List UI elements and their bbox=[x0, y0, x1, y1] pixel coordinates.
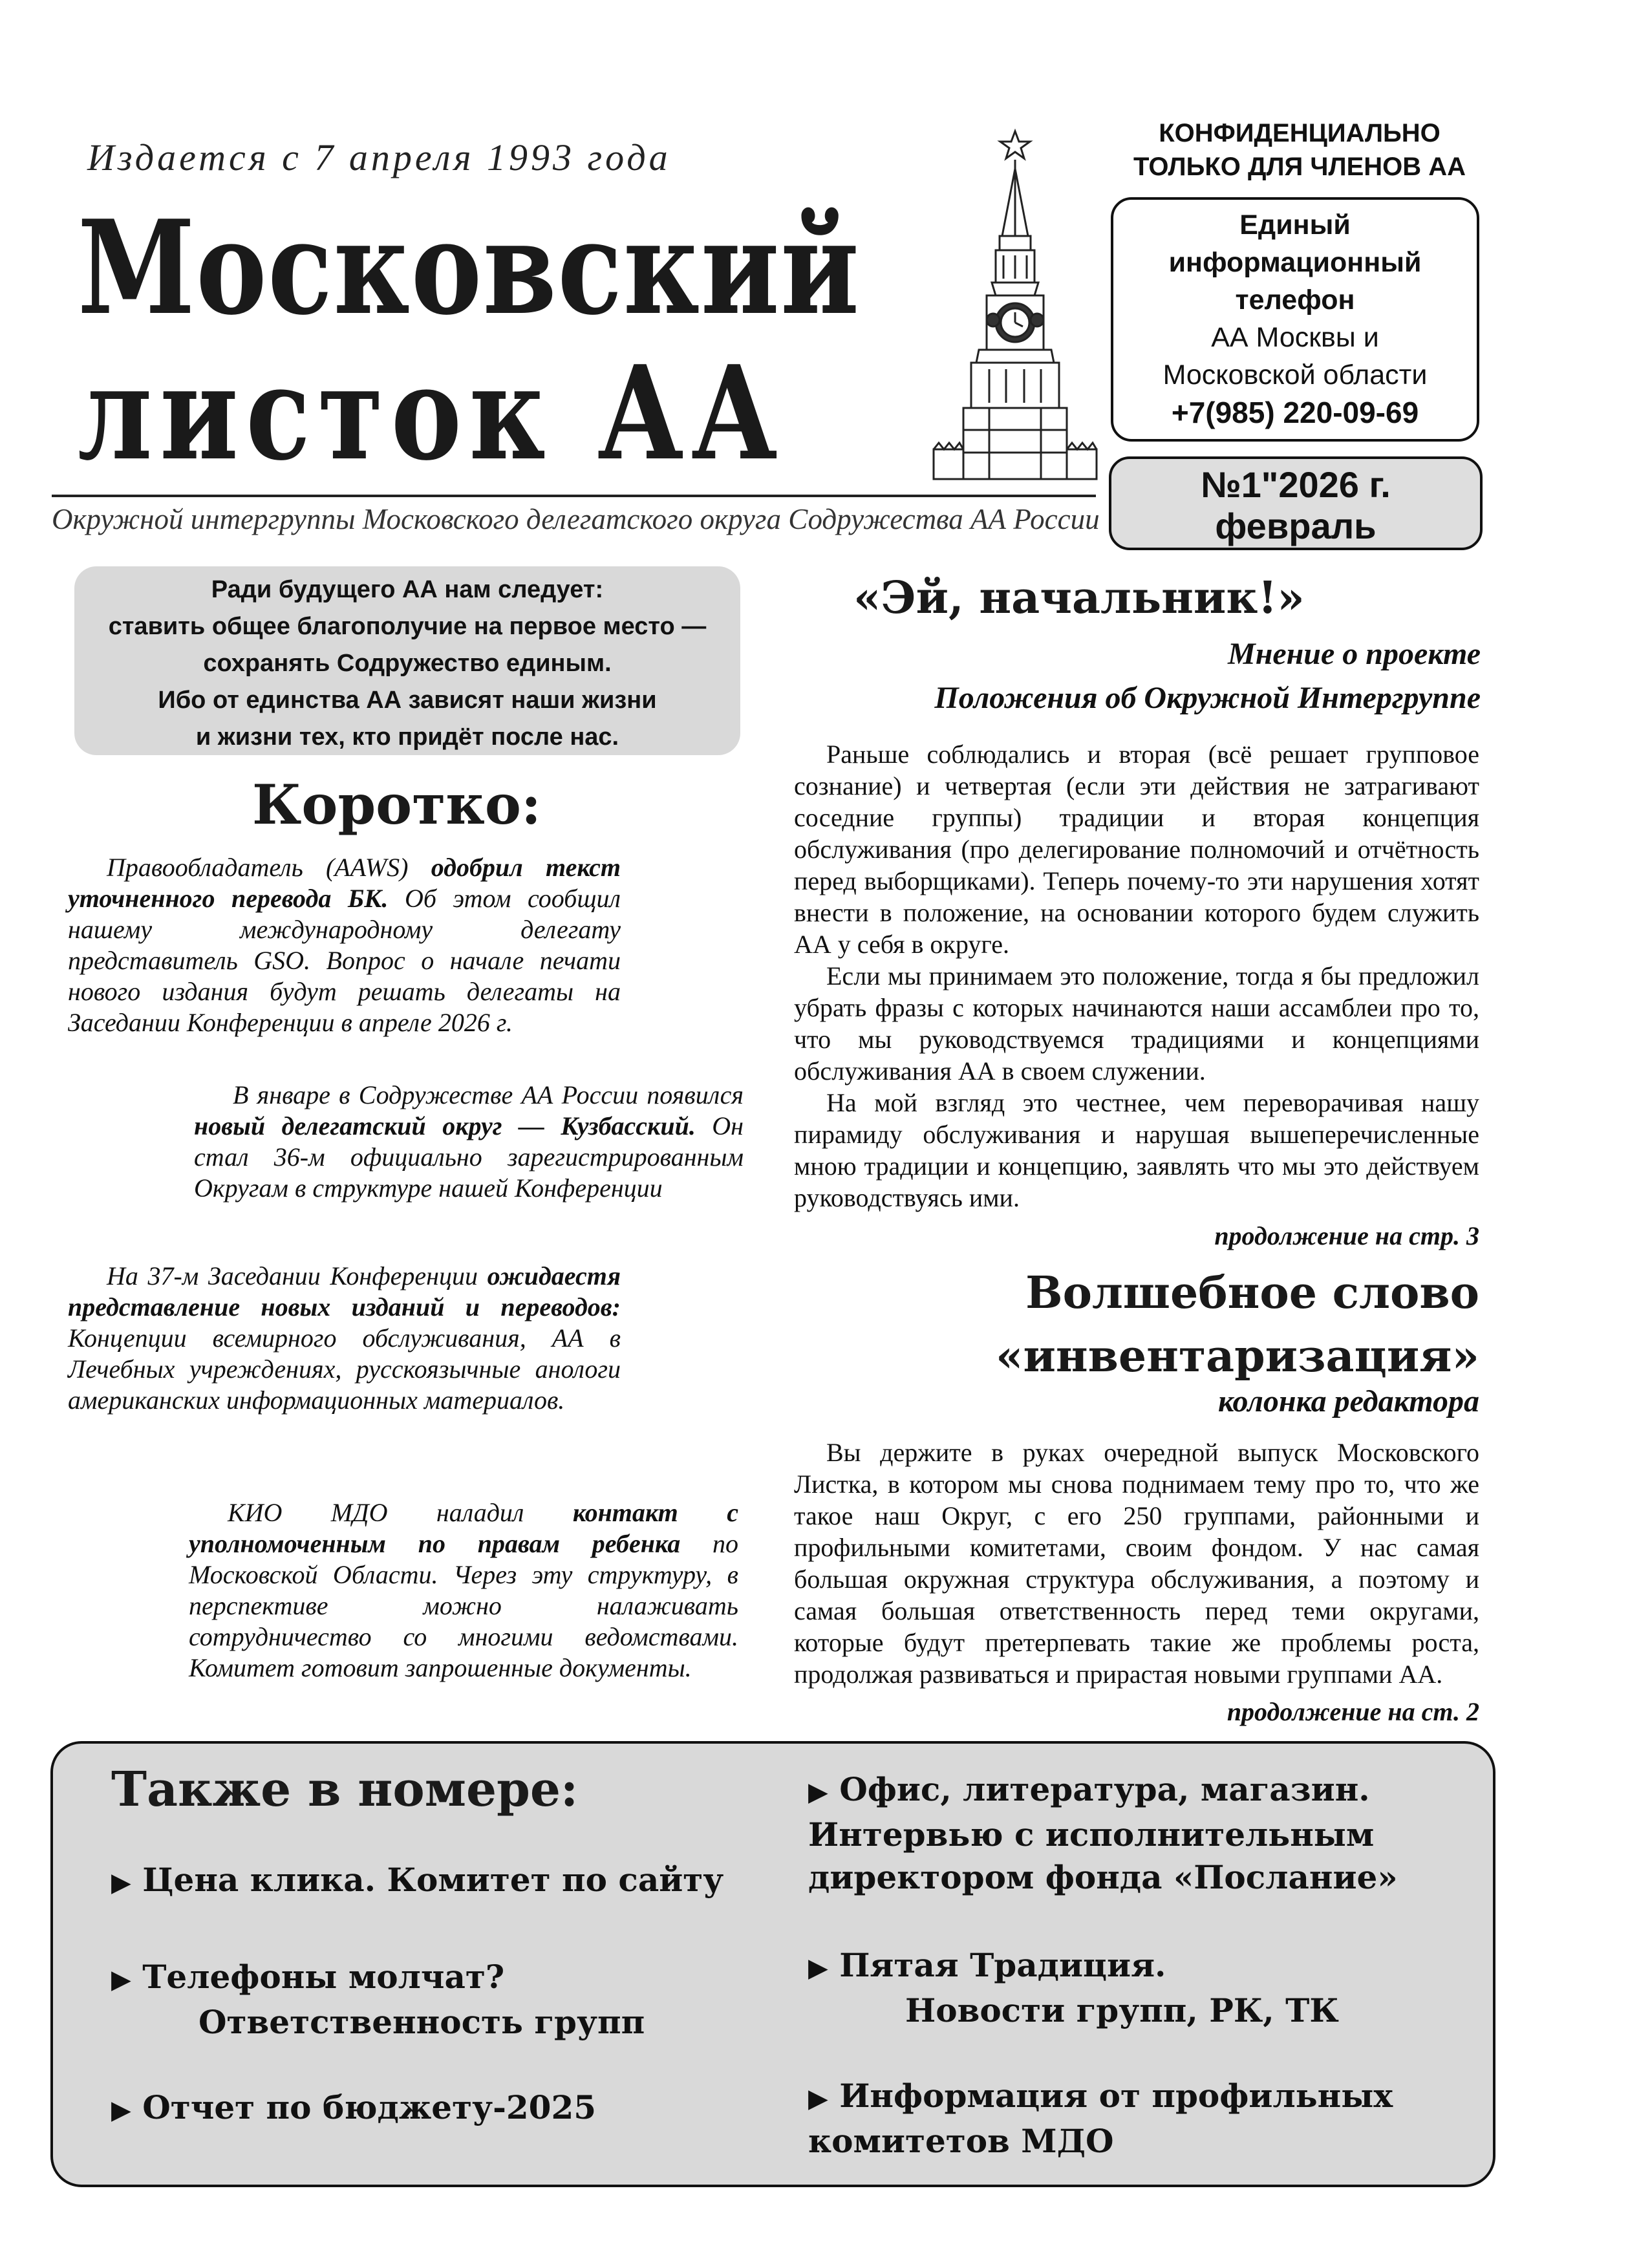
confidential-line1: КОНФИДЕНЦИАЛЬНО bbox=[1159, 119, 1441, 147]
also-item-right-2-text: Пятая Традиция. bbox=[839, 1946, 1166, 1984]
article1-continued: продолжение на стр. 3 bbox=[1214, 1221, 1479, 1250]
motto-line5: и жизни тех, кто придёт после нас. bbox=[195, 723, 619, 751]
also-item-right-1-text-line2: Интервью с исполнительным bbox=[808, 1815, 1375, 1854]
article1-paragraph-2: Если мы принимаем это положение, тогда я бы предложил убрать фразы с которых начинаются наши ассамблеи про то, что мы руководствуемся традициями и концепциями обслуживания АА в своем служении. bbox=[794, 961, 1479, 1086]
also-item-right-3 bbox=[808, 2075, 1393, 2163]
briefly-item-3-rest: Концепции всемирного обслуживания, АА в Лечебных учреждениях, русскоязычные анологи американских информационных материалов. bbox=[68, 1323, 621, 1415]
phone-box-line3: телефон bbox=[1235, 284, 1355, 316]
phone-box-line1: Единый bbox=[1239, 209, 1351, 241]
article2-continued: продолжение на ст. 2 bbox=[1227, 1697, 1479, 1726]
motto-line2: ставить общее благополучие на первое место — bbox=[108, 613, 707, 640]
issue-number: №1"2026 г. bbox=[1201, 464, 1391, 505]
triangle-right-icon: ▶ bbox=[111, 1868, 131, 1898]
also-item-left-2 bbox=[111, 1956, 645, 2044]
confidential-notice bbox=[1099, 116, 1500, 184]
briefly-item-3-text: На 37-м Заседании Конференции bbox=[107, 1261, 488, 1290]
briefly-item-2-highlight: новый делегатский округ — Кузбасский. bbox=[194, 1111, 696, 1140]
briefly-item-4-highlight: контакт с уполномоченным по правам ребенка bbox=[189, 1498, 738, 1558]
briefly-item-4-text: КИО МДО наладил bbox=[228, 1498, 573, 1527]
also-item-right-1-text-line3: директором фонда «Послание» bbox=[808, 1858, 1398, 1896]
briefly-item-2 bbox=[194, 1080, 744, 1204]
article1-subtitle1: Мнение о проекте bbox=[1228, 637, 1481, 671]
also-item-left-1 bbox=[111, 1859, 723, 1904]
phone-box-line2: информационный bbox=[1168, 247, 1422, 278]
article2-title-line2: «инвентаризация» bbox=[995, 1331, 1479, 1382]
briefly-item-4 bbox=[189, 1497, 738, 1684]
also-item-right-1 bbox=[808, 1768, 1398, 1899]
article2-subtitle: колонка редактора bbox=[1217, 1384, 1479, 1418]
motto-line1: Ради будущего АА нам следует: bbox=[211, 576, 604, 603]
also-item-left-3-text: Отчет по бюджету-2025 bbox=[142, 2088, 597, 2126]
article1-title: «Эй, начальник!» bbox=[853, 572, 1305, 624]
article2-paragraph-1: Вы держите в руках очередной выпуск Московского Листка, в котором мы снова поднимаем тему про то, что же такое наш Округ, с его 250 группами, районными и профильными комитетами, своим фондом. У нас самая большая окружная структура обслуживания, а поэтому и самая большая ответственность перед теми округами, которые будут претерпевать такие же проблемы роста, продолжая развиваться и прирастая новыми группами АА. bbox=[794, 1438, 1479, 1689]
also-in-issue-heading: Также в номере: bbox=[111, 1762, 579, 1817]
motto-line4: Ибо от единства АА зависят наши жизни bbox=[158, 687, 657, 714]
triangle-right-icon: ▶ bbox=[808, 1953, 828, 1983]
masthead-subtitle: Окружной интергруппы Московского делегатского округа Содружества АА России bbox=[52, 495, 1096, 536]
issue-box bbox=[1109, 456, 1483, 550]
triangle-right-icon: ▶ bbox=[111, 2095, 131, 2125]
briefly-heading: Коротко: bbox=[252, 773, 541, 837]
article2-body bbox=[794, 1437, 1479, 1690]
briefly-item-4-rest: по Московской Области. Через эту структуру, в перспективе можно налаживать сотрудничество со многими ведомствами. Комитет готовит запрошенные документы. bbox=[189, 1529, 738, 1682]
article2-title-line1: Волшебное слово bbox=[1025, 1267, 1479, 1319]
tagline: Издается с 7 апреля 1993 года bbox=[87, 136, 671, 178]
confidential-line2: ТОЛЬКО ДЛЯ ЧЛЕНОВ АА bbox=[1133, 153, 1466, 181]
also-item-left-2-text: Телефоны молчат? bbox=[142, 1958, 505, 1996]
briefly-item-2-rest: Он стал 36-м официально зарегистрированным Округам в структуре нашей Конференции bbox=[194, 1111, 744, 1203]
briefly-item-1-highlight: одобрил текст уточненного перевода БК. bbox=[68, 853, 621, 913]
also-item-right-3-text-line2: комитетов МДО bbox=[808, 2122, 1114, 2160]
phone-number: +7(985) 220-09-69 bbox=[1171, 396, 1419, 429]
motto-box bbox=[74, 566, 740, 755]
briefly-item-1 bbox=[68, 852, 621, 1038]
motto-line3: сохранять Содружество единым. bbox=[203, 650, 612, 677]
also-item-right-1-text: Офис, литература, магазин. bbox=[839, 1770, 1370, 1808]
also-item-right-2-text-line2: Новости групп, РК, ТК bbox=[905, 1991, 1339, 2029]
issue-month: февраль bbox=[1215, 506, 1377, 546]
triangle-right-icon: ▶ bbox=[808, 1777, 828, 1807]
briefly-item-2-text: В январе в Содружестве АА России появился bbox=[233, 1080, 744, 1109]
also-item-right-3-text: Информация от профильных bbox=[839, 2077, 1393, 2115]
article1-subtitle2: Положения об Окружной Интергруппе bbox=[934, 681, 1481, 715]
briefly-item-1-text: Правообладатель (AAWS) bbox=[107, 853, 431, 882]
phone-box-line4: АА Москвы и bbox=[1211, 322, 1379, 353]
briefly-item-3-highlight: ожидаестя представление новых изданий и переводов: bbox=[68, 1261, 621, 1321]
triangle-right-icon: ▶ bbox=[808, 2084, 828, 2113]
phone-box-line5: Московской области bbox=[1162, 359, 1428, 390]
kremlin-tower-icon bbox=[931, 126, 1099, 488]
masthead-title-line2: листок АА bbox=[78, 337, 786, 489]
article1-body bbox=[794, 738, 1479, 1214]
also-in-issue-box bbox=[50, 1741, 1495, 2187]
also-item-right-2 bbox=[808, 1944, 1339, 2032]
article1-paragraph-1: Раньше соблюдались и вторая (всё решает групповое сознание) и четвертая (если эти действия не затрагивают соседние группы) традиции и вторая концепция обслуживания (про делегирование полномочий и отчётность перед выборщиками). Теперь почему-то эти нарушения хотят внести в положение, на основании которого будем служить АА у себя в округе. bbox=[794, 740, 1479, 959]
also-item-left-1-text: Цена клика. Комитет по сайту bbox=[142, 1861, 724, 1899]
masthead-title-line1: Московский bbox=[78, 192, 861, 344]
article1-paragraph-3: На мой взгляд это честнее, чем переворачивая нашу пирамиду обслуживания и нарушая вышеперечисленные мною традиции и концепцию, заявлять что мы это действуем руководствуясь ими. bbox=[794, 1088, 1479, 1212]
triangle-right-icon: ▶ bbox=[111, 1965, 131, 1995]
also-item-left-2-text-line2: Ответственность групп bbox=[198, 2003, 645, 2041]
briefly-item-3 bbox=[68, 1261, 621, 1416]
phone-info-box bbox=[1111, 197, 1479, 442]
briefly-item-1-rest: Об этом сообщил нашему международному делегату представитель GSO. Вопрос о начале печати нового издания будут решать делегаты на Заседании Конференции в апреле 2026 г. bbox=[68, 884, 621, 1037]
also-item-left-3 bbox=[111, 2086, 596, 2132]
